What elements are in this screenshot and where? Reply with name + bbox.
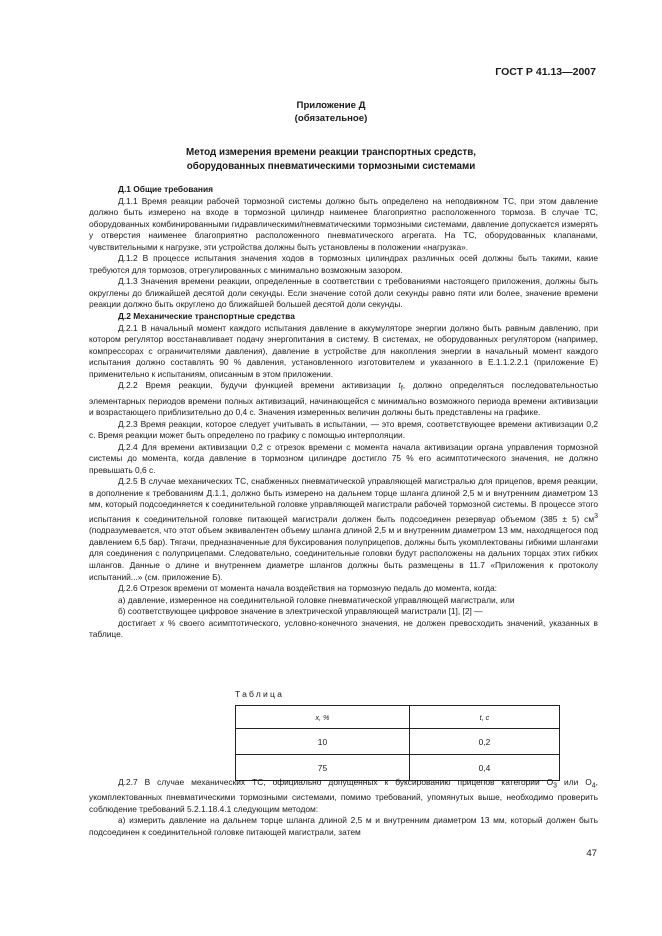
table-header-t: t, с (409, 706, 559, 729)
paragraph-d2-5: Д.2.5 В случае механических ТС, снабженных пневматической управляющей магистралью для прицепов, время реакции, в дополнение к требованиям Д.1.1, должно быть измерено на дальнем торце шланга длиной 2,5 м и внутренним диаметром 13 мм, который подсоединяется к соединительной головке управляющей магистрали рабочей тормозной системы. В процессе этого испытания к соединительной головке питающей магистрали должен быть подсоединен резервуар объемом (385 ± 5) $см^3$ (подразумевается, что этот объем эквивалентен объему шланга длиной 2,5 м и внутренним диаметром 13 мм, находящегося под давлением 6,5 бар). Тягачи, предназначенные для буксирования полуприцепов, должны быть укомплектованы гибкими шлангами для соединения с полуприцепами. Следовательно, соединительные головки будут расположены на дальних торцах этих гибких шлангов. Данные о длине и внутреннем диаметре шлангов должны быть размещены в 11.7 «Приложения к протоколу испытаний...» (см. приложение Б). (89, 476, 598, 582)
table-cell: 0,2 (409, 729, 559, 755)
method-title-line1: Метод измерения времени реакции транспортных средств, (186, 147, 476, 158)
paragraph-d2-7-a: а) измерить давление на дальнем торце шланга длиной 2,5 м и внутренним диаметром 13 мм, который должен быть подсоединен к соединительной головке питающей магистрали, затем (89, 815, 598, 837)
document-id: ГОСТ Р 41.13—2007 (495, 66, 596, 78)
data-table (235, 705, 560, 781)
paragraph-d1-1: Д.1.1 Время реакции рабочей тормозной системы должно быть определено на неподвижном ТС, при этом давление должно быть измерено на входе в тормозной цилиндр наименее благоприятно расположенного тормоза. В случае ТС, оборудованных комбинированными гидравлическими/пневматическими тормозными системами, давление допускается измерять у отверстия наименее благоприятно расположенного пневматического агрегата. На ТС, оборудованных клапанами, чувствительными к нагрузке, эти устройства должны быть установлены в положении «нагрузка». (89, 195, 598, 252)
paragraph-d2-7: Д.2.7 В случае механических ТС, официально допущенных к буксированию прицепов категории $O_3$ или $O_4$, укомплектованных пневматическими тормозными системами, помимо требований, упомянутых выше, необходимо проверить соблюдение требований 5.2.1.18.4.1 следующим методом: (89, 777, 598, 814)
paragraph-d2-4: Д.2.4 Для времени активизации 0,2 с отрезок времени с момента начала активизации органа управления тормозной системы до момента, когда давление в тормозном цилиндре достигло 75 % его асимптотического значения, не должно превышать 0,6 с. (89, 441, 598, 475)
table-cell: 75 (236, 755, 410, 781)
table-caption: Таблица (235, 689, 285, 699)
body-text-continued (89, 777, 598, 838)
paragraph-d2-2: Д.2.2 Время реакции, будучи функцией времени активизации $t_f$, должно определяться последовательностью элементарных периодов времени полных активизаций, начинающейся с минимально возможного периода времени активизации и возрастающего приблизительно до 0,4 с. Значения измеренных величин должны быть представлены на графике. (89, 380, 598, 418)
paragraph-d2-3: Д.2.3 Время реакции, которое следует учитывать в испытании, — это время, соответствующее времени активизации 0,2 с. Время реакции может быть определено по графику с помощью интерполяции. (89, 418, 598, 441)
paragraph-d1-2: Д.1.2 В процессе испытания значения ходов в тормозных цилиндрах различных осей должны быть такими, какие требуются для тормозов, отрегулированных с минимально возможным зазором. (89, 253, 598, 275)
paragraph-d1-3: Д.1.3 Значения времени реакции, определенные в соответствии с требованиями настоящего приложения, должны быть округлены до ближайшей десятой доли секунды. Если значение сотой доли секунды равно пяти или более, значение времени реакции должно быть округлено до ближайшей большей десятой доли секунды. (89, 276, 598, 310)
section-heading-d1: Д.1 Общие требования (118, 184, 214, 194)
table-cell: 0,4 (409, 755, 559, 781)
paragraph-d2-6-a: а) давление, измеренное на соединительной головке пневматической управляющей магистрали, или (118, 594, 515, 605)
paragraph-d2-6-b: б) соответствующее цифровое значение в электрической управляющей магистрали [1], [2] — (118, 606, 483, 617)
paragraph-d2-6: Д.2.6 Отрезок времени от момента начала воздействия на тормозную педаль до момента, когда: (118, 583, 497, 594)
annex-title: Приложение Д (296, 100, 366, 111)
paragraph-d2-1: Д.2.1 В начальный момент каждого испытания давление в аккумуляторе энергии должно быть равным давлению, при котором регулятор восстанавливает подачу энергопитания в систему. В системах, не оборудованных регулятором (например, компрессорах с ограничителями давления), давление в устройстве для накопления энергии в начальный момент каждого испытания должно составлять 90 % давления, установленного изготовителем и указанного в Е.1.1.2.2.1 (приложение Е) применительно к испытаниям, описанным в этом приложении. (89, 322, 598, 379)
body-text-main (89, 184, 598, 641)
table-cell: 10 (236, 729, 410, 755)
paragraph-d2-6-c: достигает x % своего асимптотического, условно-конечного значения, не должен превосходить значений, указанных в таблице. (89, 617, 598, 640)
annex-status: (обязательное) (294, 113, 368, 124)
table-row (236, 729, 560, 755)
annex-heading (0, 99, 662, 125)
page-number: 47 (586, 848, 597, 859)
method-title (0, 146, 662, 174)
method-title-line2: оборудованных пневматическими тормозными системами (186, 161, 476, 172)
table-header-row (236, 706, 560, 729)
table-header-x: x, % (236, 706, 410, 729)
section-heading-d2: Д.2 Механические транспортные средства (118, 311, 295, 322)
